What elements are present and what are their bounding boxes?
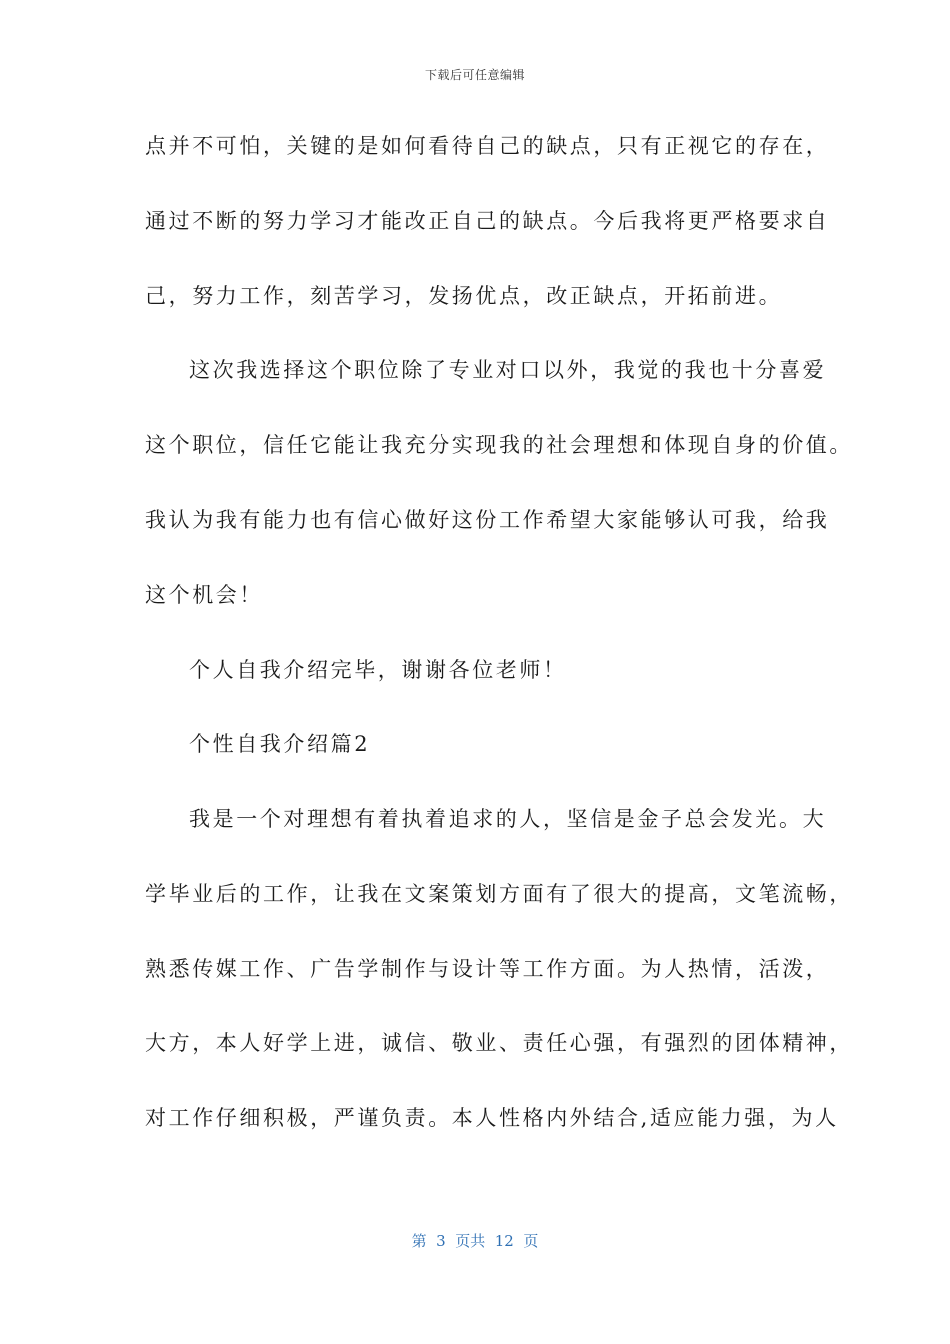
text-line: 点并不可怕，关键的是如何看待自己的缺点，只有正视它的存在，: [145, 134, 830, 158]
text-line: 己，努力工作，刻苦学习，发扬优点，改正缺点，开拓前进。: [145, 284, 783, 308]
text-line: 对工作仔细积极，严谨负责。本人性格内外结合,适应能力强，为人: [145, 1106, 839, 1130]
text-line: 通过不断的努力学习才能改正自己的缺点。今后我将更严格要求自: [145, 209, 830, 233]
text-line: 大方，本人好学上进，诚信、敬业、责任心强，有强烈的团体精神，: [145, 1031, 853, 1055]
text-line: 学毕业后的工作，让我在文案策划方面有了很大的提高，文笔流畅，: [145, 882, 853, 906]
page-number-footer: 第 3 页共 12 页: [411, 1232, 539, 1250]
text-line: 这个职位，信任它能让我充分实现我的社会理想和体现自身的价值。: [145, 433, 853, 457]
text-line: 这个机会！: [145, 583, 263, 607]
section-heading: 个性自我介绍篇2: [189, 732, 371, 756]
paragraph-start-line: 这次我选择这个职位除了专业对口以外，我觉的我也十分喜爱: [189, 358, 827, 382]
text-line: 我认为我有能力也有信心做好这份工作希望大家能够认可我，给我: [145, 508, 830, 532]
paragraph-start-line: 个人自我介绍完毕，谢谢各位老师！: [189, 658, 567, 682]
text-line: 熟悉传媒工作、广告学制作与设计等工作方面。为人热情，活泼，: [145, 957, 830, 981]
paragraph-start-line: 我是一个对理想有着执着追求的人，坚信是金子总会发光。大: [189, 807, 827, 831]
page-header: 下载后可任意编辑: [424, 68, 525, 82]
